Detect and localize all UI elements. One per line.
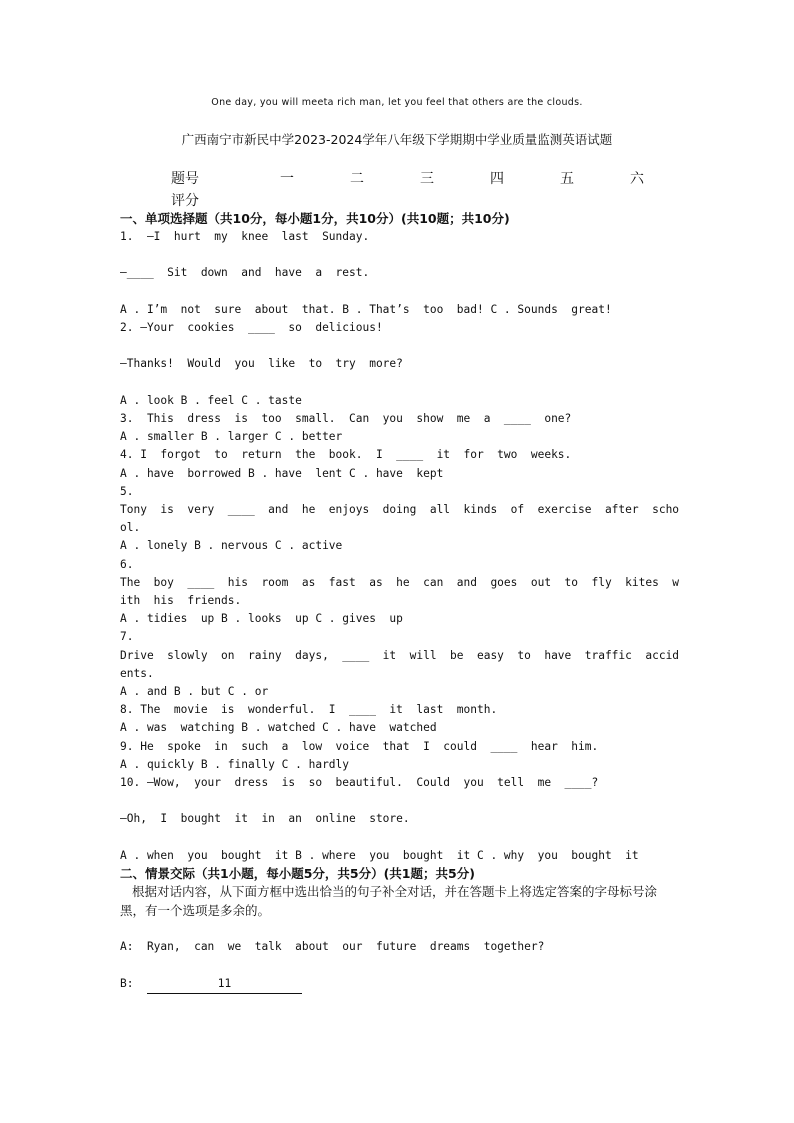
section-2-instruction: 根据对话内容，从下面方框中选出恰当的句子补全对话，并在答题卡上将选定答案的字母标号涂黑，有一个选项是多余的。 (120, 884, 658, 918)
exam-title: 广西南宁市新民中学2023-2024学年八年级下学期期中学业质量监测英语试题 (181, 132, 613, 147)
question-6-stem: The boy ____ his room as fast as he can and goes out to fly kites with his friends. (120, 575, 680, 607)
score-table-score-label: 评分 (171, 193, 199, 209)
score-column-3: 三 (420, 171, 434, 187)
motto-header: One day, you will meeta rich man, let you feel that others are the clouds. (211, 97, 583, 108)
question-9-stem: 9. He spoke in such a low voice that I could ____ hear him. (120, 739, 599, 753)
section-1-title: 一、单项选择题（共10分，每小题1分，共10分）(共10题；共10分) (120, 211, 510, 226)
question-5-options: A . lonely B . nervous C . active (120, 539, 343, 553)
question-3-options: A . smaller B . larger C . better (120, 430, 343, 444)
question-5-stem: Tony is very ____ and he enjoys doing all kinds of exercise after school. (120, 502, 680, 535)
answer-blank-11[interactable]: 11 (147, 975, 302, 994)
question-7-options: A . and B . but C . or (120, 685, 269, 699)
dialog-line-b (120, 975, 680, 994)
question-2-response: —Thanks! Would you like to try more? (120, 357, 403, 371)
question-7-stem: Drive slowly on rainy days, ____ it will be easy to have traffic accidents. (120, 648, 680, 680)
question-10-response: —Oh, I bought it in an online store. (120, 812, 410, 826)
score-column-5: 五 (560, 171, 574, 187)
question-8-stem: 8. The movie is wonderful. I ____ it last month. (120, 703, 498, 717)
question-3-stem: 3. This dress is too small. Can you show me a ____ one? (120, 411, 572, 425)
question-1-options: A . I’m not sure about that. B . That’s too bad! C . Sounds great! (120, 302, 612, 316)
score-column-2: 二 (350, 171, 364, 187)
question-4-options: A . have borrowed B . have lent C . have kept (120, 466, 444, 480)
question-5-number: 5. (120, 484, 134, 498)
score-table-header-row (171, 168, 671, 188)
score-column-4: 四 (490, 171, 504, 187)
section-2-title: 二、情景交际（共1小题，每小题5分，共5分）(共1题；共5分) (120, 866, 475, 882)
question-2-stem: 2. —Your cookies ____ so delicious! (120, 320, 383, 334)
dialog-speaker-b: B: (120, 976, 147, 990)
question-8-options: A . was watching B . watched C . have watched (120, 721, 437, 735)
question-6-options: A . tidies up B . looks up C . gives up (120, 612, 403, 626)
score-table-header-label: 题号 (171, 171, 199, 187)
question-1-response: —____ Sit down and have a rest. (120, 266, 370, 280)
exam-content (120, 210, 680, 994)
question-2-options: A . look B . feel C . taste (120, 393, 302, 407)
question-1-stem: 1. —I hurt my knee last Sunday. (120, 230, 370, 243)
score-column-1: 一 (280, 171, 294, 187)
score-column-6: 六 (630, 171, 644, 187)
dialog-line-a: A: Ryan, can we talk about our future dreams together? (120, 940, 545, 954)
question-10-options: A . when you bought it B . where you bought it C . why you bought it (120, 848, 639, 862)
question-10-stem: 10. —Wow, your dress is so beautiful. Could you tell me ____? (120, 776, 599, 790)
question-7-number: 7. (120, 630, 134, 644)
question-9-options: A . quickly B . finally C . hardly (120, 757, 350, 771)
question-6-number: 6. (120, 557, 134, 571)
question-4-stem: 4. I forgot to return the book. I ____ it for two weeks. (120, 448, 572, 462)
